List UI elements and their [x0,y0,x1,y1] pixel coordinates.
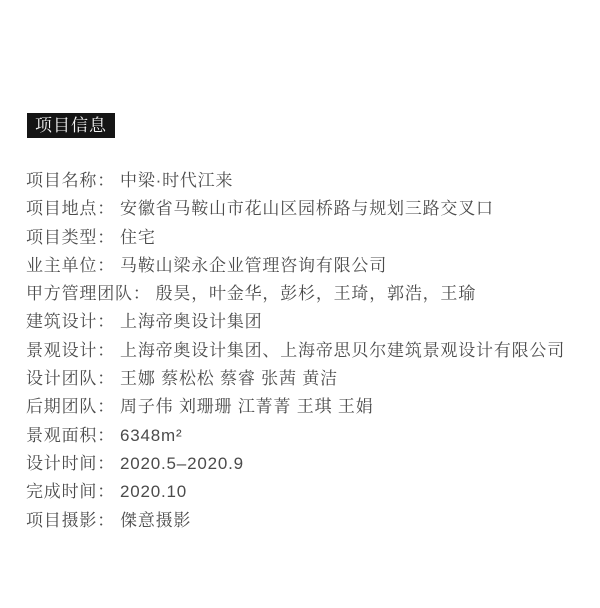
info-row-value: 安徽省马鞍山市花山区园桥路与规划三路交叉口 [120,199,494,219]
info-row-separator: ： [97,425,116,445]
info-row [26,393,600,421]
info-row [26,224,600,252]
info-row-label: 景观设计 [26,340,98,360]
info-row-label: 甲方管理团队 [26,284,133,304]
info-row-value: 傑意摄影 [120,510,192,530]
info-row-label: 完成时间 [26,482,98,502]
info-row [26,450,600,478]
info-row-label: 项目类型 [26,227,98,247]
info-row-value: 住宅 [120,227,156,247]
info-row-separator: ： [97,482,116,502]
info-row [26,308,600,336]
info-row [26,280,600,308]
info-row-separator: ： [97,340,116,360]
info-row-separator: ： [97,199,116,219]
info-row-label: 设计时间 [26,453,98,473]
info-row-separator: ： [97,453,116,473]
info-row-separator: ： [97,255,116,275]
info-row-separator: ： [97,227,116,247]
info-row-separator: ： [97,510,116,530]
info-row [26,478,600,506]
info-list [26,167,600,535]
section-title-badge: 项目信息 [27,113,115,138]
info-row [26,252,600,280]
info-row-value: 上海帝奥设计集团 [120,312,263,332]
info-row-separator: ： [97,171,116,190]
info-row-value: 2020.10 [120,482,188,502]
info-row-label: 后期团队 [26,397,98,417]
info-row-label: 业主单位 [26,255,98,275]
info-row [26,195,600,223]
info-row-value: 2020.5–2020.9 [120,453,244,473]
info-row-separator: ： [132,284,151,304]
info-row-label: 项目地点 [26,199,98,219]
info-row-label: 建筑设计 [26,312,98,332]
info-row-value: 上海帝奥设计集团、上海帝思贝尔建筑景观设计有限公司 [120,340,566,360]
info-row-value: 中梁·时代江来 [120,171,234,190]
info-row-label: 项目摄影 [26,510,98,530]
info-row [26,422,600,450]
info-row [26,507,600,535]
info-row-separator: ： [97,397,116,417]
info-row-label: 景观面积 [26,425,98,445]
info-row-value: 马鞍山梁永企业管理咨询有限公司 [120,255,388,275]
info-row [26,167,600,195]
info-row-value: 王娜 蔡松松 蔡睿 张茜 黄洁 [120,369,338,389]
info-row-value: 殷昊，叶金华，彭杉，王琦，郭浩，王瑜 [155,284,477,304]
info-row-value: 周子伟 刘珊珊 江菁菁 王琪 王娟 [120,397,374,417]
info-row-value: 6348m² [120,425,183,445]
info-row [26,365,600,393]
info-row [26,337,600,365]
info-row-label: 项目名称 [26,171,98,190]
info-row-separator: ： [97,369,116,389]
info-row-separator: ： [97,312,116,332]
info-row-label: 设计团队 [26,369,98,389]
